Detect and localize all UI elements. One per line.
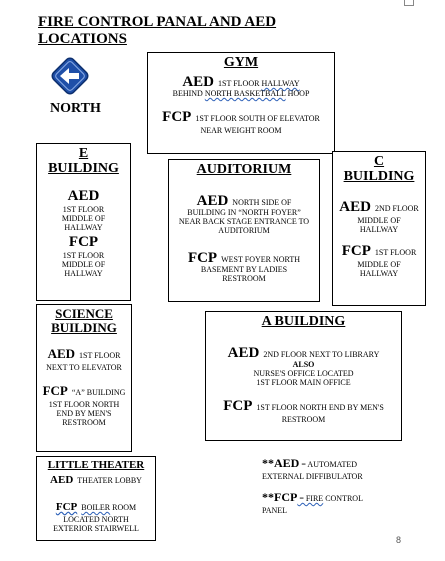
gym-fcp-text-a: 1ST FLOOR SOUTH OF ELEVATOR — [195, 114, 320, 123]
little-theater-aed-text: THEATER LOBBY — [77, 476, 142, 485]
science-title2: BUILDING — [51, 320, 117, 335]
gym-fcp-line — [148, 108, 334, 126]
little-theater-box — [36, 456, 156, 541]
auditorium-fcp-line: RESTROOM — [222, 274, 266, 283]
auditorium-fcp-line: BASEMENT BY LADIES — [200, 265, 288, 274]
a-building-fcp-text-b: RESTROOM — [281, 415, 326, 424]
c-building-fcp-line: MIDDLE OF — [357, 260, 401, 269]
e-building-fcp-line: HALLWAY — [64, 269, 103, 278]
a-building-box — [205, 311, 402, 441]
c-building-fcp-line — [333, 242, 425, 260]
auditorium-title: AUDITORIUM — [196, 162, 292, 177]
auditorium-aed-line: AUDITORIUM — [218, 226, 270, 235]
science-aed-text-b: NEXT TO ELEVATOR — [46, 363, 122, 372]
legend-aed — [262, 454, 422, 481]
science-fcp-label: FCP — [42, 383, 68, 398]
little-theater-fcp-text-a: BOILER — [81, 503, 111, 512]
page-title — [38, 14, 276, 48]
c-building-fcp-line: HALLWAY — [359, 269, 399, 278]
science-building-box — [36, 304, 132, 452]
legend-fcp-label: **FCP — [262, 490, 298, 504]
legend-aed-def2: EXTERNAL DIFFIBULATOR — [262, 472, 363, 481]
a-building-aed-text: 2ND FLOOR NEXT TO LIBRARY — [263, 350, 380, 359]
e-building-aed-line: 1ST FLOOR — [62, 205, 105, 214]
page-title-line2: LOCATIONS — [38, 31, 127, 47]
e-building-fcp-label: FCP — [68, 234, 99, 250]
legend-fcp-def: = FIRE — [297, 494, 324, 503]
a-building-also: ALSO — [292, 360, 315, 369]
c-building-fcp-text: 1ST FLOOR — [374, 248, 417, 257]
gym-aed-line2 — [148, 89, 334, 98]
a-building-aed-label: AED — [227, 345, 260, 361]
a-building-aed-line: 1ST FLOOR MAIN OFFICE — [256, 378, 351, 387]
a-building-fcp-line — [206, 397, 401, 415]
science-fcp-text: “A” BUILDING — [71, 388, 126, 397]
e-building-fcp-line: MIDDLE OF — [61, 260, 106, 269]
auditorium-fcp-label: FCP — [187, 250, 218, 266]
little-theater-aed-label: AED — [50, 474, 74, 486]
a-building-title: A BUILDING — [261, 314, 346, 329]
page-title-line1: FIRE CONTROL PANAL AND AED — [38, 14, 277, 30]
c-building-title1: C — [373, 154, 385, 169]
science-fcp-line: 1ST FLOOR NORTH — [48, 400, 120, 409]
e-building-title2: BUILDING — [48, 161, 119, 176]
gym-fcp-label: FCP — [162, 109, 192, 125]
c-building-aed-text: 2ND FLOOR — [374, 204, 419, 213]
auditorium-aed-label: AED — [196, 193, 229, 209]
c-building-aed-line — [333, 198, 425, 216]
north-label: NORTH — [50, 101, 101, 116]
gym-aed-text-b: HALLWAY — [261, 79, 300, 88]
gym-aed-line2-c: HOOP — [285, 89, 310, 98]
corner-checkbox-icon — [404, 0, 414, 6]
little-theater-fcp-label: FCP — [55, 501, 78, 513]
science-fcp-line — [37, 382, 131, 400]
c-building-aed-label: AED — [339, 199, 371, 215]
page-number: 8 — [396, 535, 402, 545]
e-building-box — [36, 143, 131, 301]
science-aed-text-a: 1ST FLOOR — [79, 351, 121, 360]
auditorium-aed-line: NEAR BACK STAGE ENTRANCE TO — [178, 217, 310, 226]
legend-fcp-def-b: CONTROL — [323, 494, 363, 503]
e-building-aed-line: MIDDLE OF — [61, 214, 106, 223]
e-building-aed-line: HALLWAY — [64, 223, 103, 232]
c-building-title2: BUILDING — [343, 169, 415, 184]
c-building-aed-line: MIDDLE OF — [357, 216, 401, 225]
auditorium-fcp-text: WEST FOYER NORTH — [221, 255, 301, 264]
legend-fcp — [262, 488, 422, 515]
little-theater-fcp-line: LOCATED NORTH — [63, 515, 129, 524]
e-building-aed-label: AED — [67, 188, 100, 204]
little-theater-title: LITTLE THEATER — [47, 459, 145, 471]
gym-box — [147, 52, 335, 154]
north-arrow-icon — [50, 56, 90, 96]
auditorium-box — [168, 159, 320, 302]
science-fcp-line: RESTROOM — [62, 418, 106, 427]
c-building-box — [332, 151, 426, 306]
little-theater-fcp-line — [37, 497, 155, 515]
gym-title: GYM — [223, 55, 259, 70]
gym-aed-line2-b: NORTH BASKETBALL — [204, 89, 286, 98]
c-building-aed-line: HALLWAY — [359, 225, 399, 234]
legend-aed-def: = AUTOMATED — [299, 460, 358, 469]
gym-aed-text-a: 1ST FLOOR — [218, 79, 262, 88]
e-building-fcp-line: 1ST FLOOR — [62, 251, 105, 260]
auditorium-aed-line: BUILDING IN “NORTH FOYER” — [187, 208, 301, 217]
gym-aed-label: AED — [182, 74, 215, 90]
gym-aed-line2-a: BEHIND — [172, 89, 205, 98]
little-theater-aed-line — [37, 470, 155, 488]
science-aed-line — [37, 345, 131, 363]
a-building-fcp-label: FCP — [223, 398, 253, 414]
auditorium-aed-text: NORTH SIDE OF — [232, 198, 292, 207]
gym-fcp-text-b: NEAR WEIGHT ROOM — [200, 126, 282, 135]
little-theater-fcp-line: EXTERIOR STAIRWELL — [53, 524, 139, 533]
c-building-fcp-label: FCP — [341, 243, 371, 259]
legend-fcp-def2: PANEL — [262, 506, 288, 515]
e-building-title1: E — [78, 146, 89, 161]
a-building-aed-line: NURSE'S OFFICE LOCATED — [253, 369, 354, 378]
little-theater-fcp-text-b: ROOM — [110, 503, 137, 512]
science-title1: SCIENCE — [55, 306, 113, 321]
science-aed-label: AED — [47, 346, 76, 361]
legend-aed-label: **AED — [262, 456, 300, 470]
science-fcp-line: END BY MEN'S — [56, 409, 112, 418]
a-building-fcp-text: 1ST FLOOR NORTH END BY MEN'S — [256, 403, 384, 412]
